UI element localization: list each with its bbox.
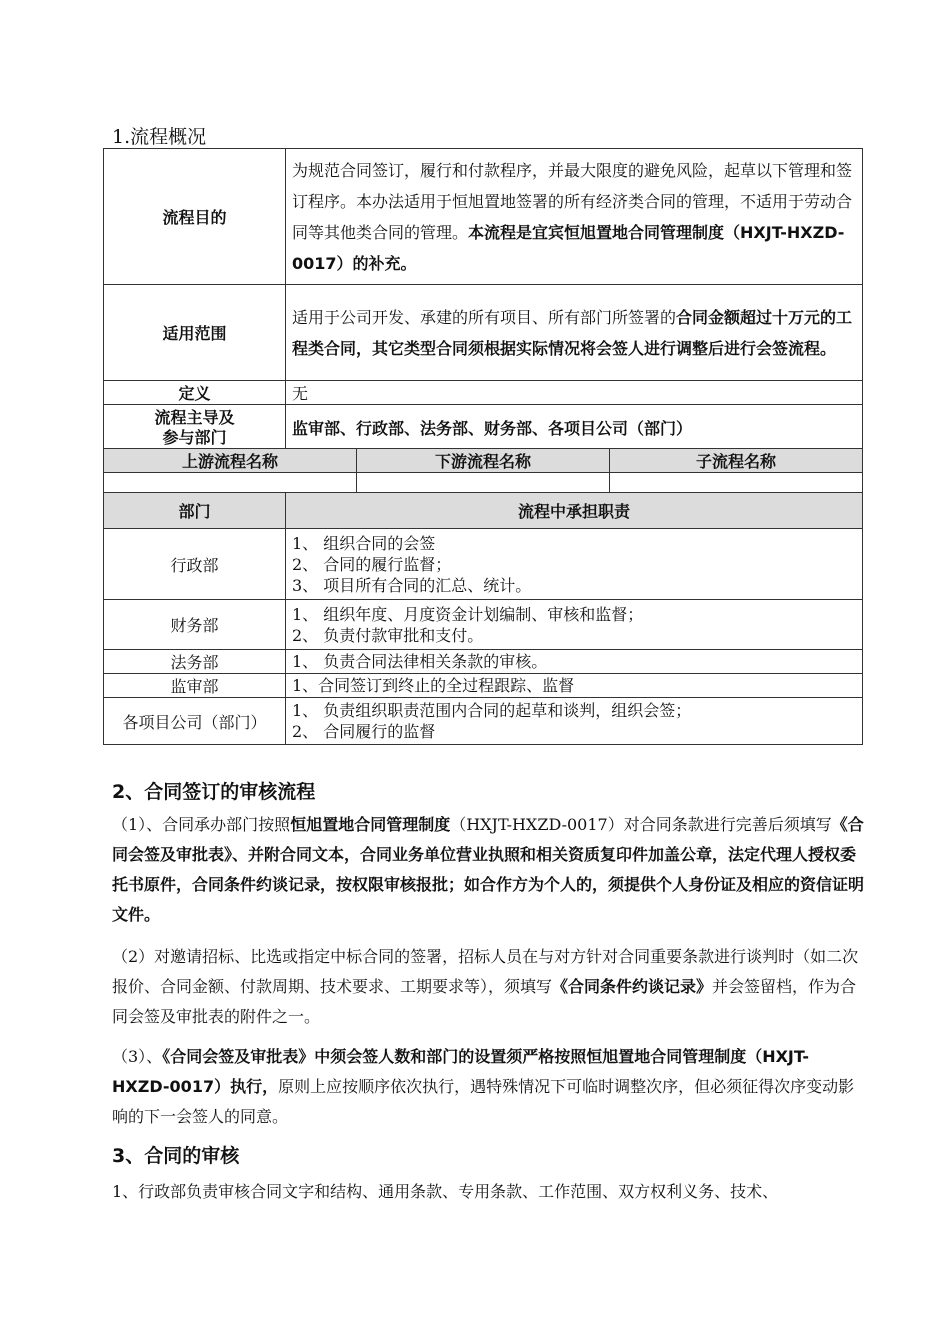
scope-label: 适用范围 [104,285,286,381]
scope-normal: 适用于公司开发、承建的所有项目、所有部门所签署的 [292,307,677,327]
scope-bold: 合同金额超过十万元的工程类合同，其它类型合同须根据实际情况将会签人进行调整后进行会签流程。 [292,307,853,358]
responsibility-table [103,492,863,745]
duty-item: 2、 合同履行的监督 [292,722,436,741]
duty-item: 1、合同签订到终止的全过程跟踪、监督 [292,676,575,695]
section3-heading: 3、合同的审核 [112,1145,240,1167]
dept-header: 部门 [104,493,286,529]
lead-label [104,405,286,451]
overview-table [103,148,863,451]
duty-item: 3、 项目所有合同的汇总、统计。 [292,575,532,595]
para1-text-c: （HXJT-HXZD-0017）对合同条款进行完善后须填写 [450,815,832,834]
duty-cell [286,650,863,674]
purpose-text [286,149,863,285]
upstream-header: 上游流程名称 [104,449,357,473]
para2-text-a: （2）对邀请招标、比选或指定中标合同的签署，招标人员在与对方针对合同重要条款进行谈判时（如二次报价、合同金额、付款周期、技术要求、工期要求等），须填写 [112,947,859,996]
duty-item: 2、 合同的履行监督； [292,554,452,574]
para1-bold-b: 恒旭置地合同管理制度 [290,815,451,834]
lead-label-line1: 流程主导及 [154,407,235,427]
section2-para-3 [112,1042,864,1132]
section2-para-2 [112,942,864,1032]
subflow-header: 子流程名称 [610,449,863,473]
para3-text-a: （3）、 [112,1047,163,1066]
dept-cell: 行政部 [104,529,286,600]
lead-label-line2: 参与部门 [162,427,227,447]
purpose-label: 流程目的 [104,149,286,285]
dept-cell: 财务部 [104,600,286,650]
downstream-header: 下游流程名称 [357,449,610,473]
dept-cell: 法务部 [104,650,286,674]
para1-bold-d: 《合同会签及审批表》、并附合同文本，合同业务单位营业执照和相关资质复印件加盖公章，法定代理人授权委托书原件，合同条件约谈记录，按权限审核报批；如合作方为个人的，须提供个人身份证及相应的资信证明文件。 [112,815,865,924]
duty-cell [286,698,863,745]
para3-bold-b: 《合同会签及审批表》中须会签人数和部门的设置须严格按照恒旭置地合同管理制度（HXJT-HXZD-0017）执行， [112,1047,810,1096]
scope-text [286,285,863,381]
para3-text-c: 原则上应按顺序依次执行，遇特殊情况下可临时调整次序，但必须征得次序变动影响的下一会签人的同意。 [112,1077,855,1126]
duty-cell [286,600,863,650]
duty-item: 1、 负责组织职责范围内合同的起草和谈判，组织会签； [292,701,692,720]
purpose-bold: 本流程是宜宾恒旭置地合同管理制度（HXJT-HXZD-0017）的补充。 [292,222,845,273]
para1-text-a: （1）、合同承办部门按照 [112,815,291,834]
duty-item: 1、 组织年度、月度资金计划编制、审核和监督； [292,604,644,624]
section2-heading: 2、合同签订的审核流程 [112,781,316,803]
purpose-normal: 为规范合同签订，履行和付款程序，并最大限度的避免风险，起草以下管理和签订程序。本办法适用于恒旭置地签署的所有经济类合同的管理，不适用于劳动合同等其他类合同的管理。 [292,160,853,242]
lead-value: 监审部、行政部、法务部、财务部、各项目公司（部门） [286,405,863,451]
dept-cell: 各项目公司（部门） [104,698,286,745]
section2-para-1 [112,810,864,930]
duty-cell [286,674,863,698]
duty-header: 流程中承担职责 [286,493,863,529]
section3-para-1: 1、行政部负责审核合同文字和结构、通用条款、专用条款、工作范围、双方权利义务、技术、 [112,1182,779,1201]
duty-item: 2、 负责付款审批和支付。 [292,625,484,645]
duty-item: 1、 组织合同的会签 [292,533,436,553]
definition-label: 定义 [104,381,286,405]
dept-cell: 监审部 [104,674,286,698]
para2-text-c: 并会签留档，作为合同会签及审批表的附件之一。 [112,977,857,1026]
section1-heading: 1.流程概况 [112,126,207,148]
definition-value: 无 [286,381,863,405]
para2-bold-b: 《合同条件约谈记录》 [552,977,713,996]
flow-table [103,448,863,495]
duty-cell [286,529,863,600]
duty-item: 1、 负责合同法律相关条款的审核。 [292,652,548,671]
